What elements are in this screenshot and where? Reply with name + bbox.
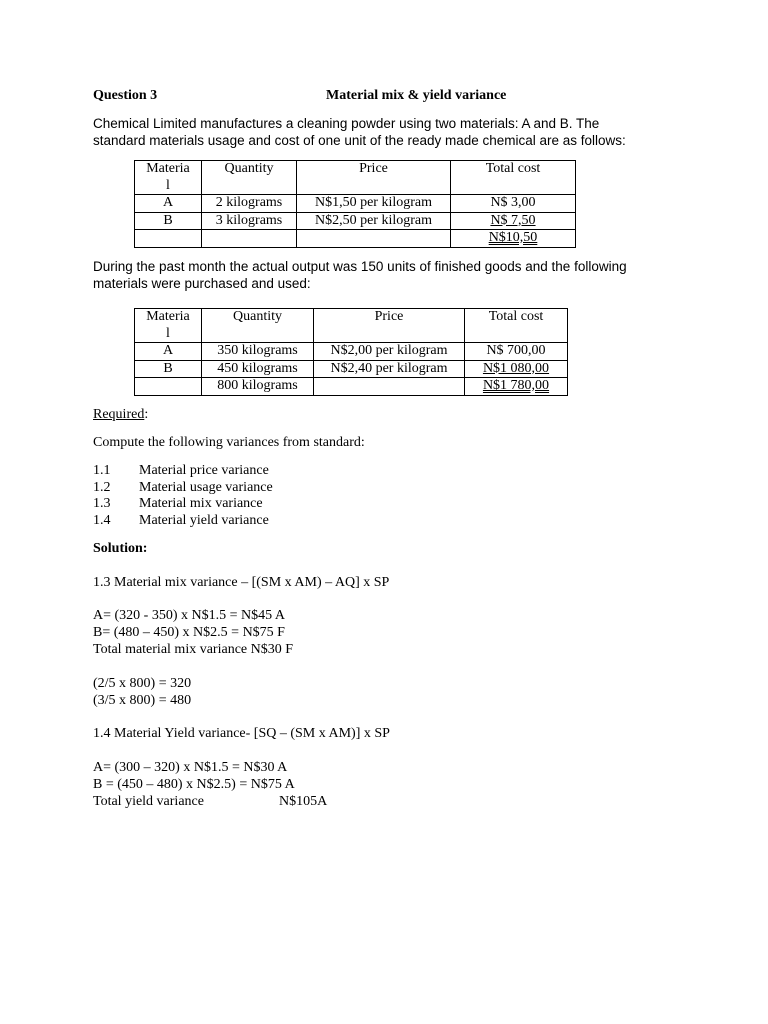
table-row xyxy=(135,360,568,378)
header-quantity: Quantity xyxy=(202,309,314,343)
list-text: Material usage variance xyxy=(139,480,273,495)
table-header-row xyxy=(135,309,568,343)
mix-variance-total: Total material mix variance N$30 F xyxy=(93,642,294,657)
list-number: 1.4 xyxy=(93,513,111,528)
para2-line-1: During the past month the actual output was 150 units of finished goods and the following xyxy=(93,259,627,274)
header-material: Materia l xyxy=(135,161,202,195)
header-price: Price xyxy=(297,161,451,195)
list-text: Material mix variance xyxy=(139,496,263,511)
standard-materials-table xyxy=(134,160,576,248)
list-item xyxy=(93,513,269,530)
para2-line-2: materials were purchased and used: xyxy=(93,276,311,291)
table-header-row xyxy=(135,161,576,195)
grand-total-value: N$1 780,00 xyxy=(482,378,550,393)
question-number: Question 3 xyxy=(93,88,158,103)
list-text: Material price variance xyxy=(139,463,269,478)
intro-line-2: standard materials usage and cost of one unit of the ready made chemical are as follows: xyxy=(93,133,626,148)
header-material: Materia l xyxy=(135,309,202,343)
cell-price: N$1,50 per kilogram xyxy=(297,195,451,213)
mix-variance-a: A= (320 - 350) x N$1.5 = N$45 A xyxy=(93,608,285,623)
cell-price: N$2,00 per kilogram xyxy=(314,343,465,361)
required-colon: : xyxy=(144,407,149,422)
cell-price xyxy=(297,230,451,248)
cell-total: N$ 700,00 xyxy=(465,343,568,361)
yield-variance-total-label: Total yield variance xyxy=(93,794,204,809)
cell-material: B xyxy=(135,212,202,230)
yield-variance-b: B = (450 – 480) x N$2.5) = N$75 A xyxy=(93,777,295,792)
grand-total-value: N$10,50 xyxy=(488,230,538,245)
calc-line-1: (2/5 x 800) = 320 xyxy=(93,676,192,691)
cell-total xyxy=(465,378,568,396)
cell-material xyxy=(135,378,202,396)
cell-material: B xyxy=(135,360,202,378)
header-quantity: Quantity xyxy=(202,161,297,195)
cell-quantity: 800 kilograms xyxy=(202,378,314,396)
cell-material xyxy=(135,230,202,248)
solution-heading: Solution: xyxy=(93,541,148,556)
header-price: Price xyxy=(314,309,465,343)
required-label: Required xyxy=(93,407,145,422)
table-row xyxy=(135,378,568,396)
total-value: N$ 7,50 xyxy=(490,212,536,228)
table-row xyxy=(135,195,576,213)
compute-instruction: Compute the following variances from standard: xyxy=(93,435,365,450)
list-item xyxy=(93,496,263,513)
cell-quantity: 3 kilograms xyxy=(202,212,297,230)
header-total-cost: Total cost xyxy=(451,161,576,195)
cell-price: N$2,40 per kilogram xyxy=(314,360,465,378)
cell-quantity xyxy=(202,230,297,248)
list-number: 1.1 xyxy=(93,463,111,478)
list-number: 1.3 xyxy=(93,496,111,511)
cell-total xyxy=(451,230,576,248)
required-heading xyxy=(93,407,148,424)
list-item xyxy=(93,480,273,497)
intro-line-1: Chemical Limited manufactures a cleaning powder using two materials: A and B. The xyxy=(93,116,600,131)
list-item xyxy=(93,463,269,480)
yield-variance-total-value: N$105A xyxy=(279,794,328,809)
list-text: Material yield variance xyxy=(139,513,269,528)
mix-variance-heading: 1.3 Material mix variance – [(SM x AM) – AQ] x SP xyxy=(93,575,390,590)
cell-material: A xyxy=(135,195,202,213)
cell-quantity: 2 kilograms xyxy=(202,195,297,213)
yield-variance-a: A= (300 – 320) x N$1.5 = N$30 A xyxy=(93,760,288,775)
cell-quantity: 350 kilograms xyxy=(202,343,314,361)
cell-total xyxy=(451,212,576,230)
cell-total xyxy=(465,360,568,378)
list-number: 1.2 xyxy=(93,480,111,495)
header-total-cost: Total cost xyxy=(465,309,568,343)
cell-material: A xyxy=(135,343,202,361)
cell-quantity: 450 kilograms xyxy=(202,360,314,378)
actual-materials-table xyxy=(134,308,568,396)
total-value: N$1 080,00 xyxy=(482,360,550,376)
table-row xyxy=(135,230,576,248)
page-title: Material mix & yield variance xyxy=(326,88,507,103)
cell-price xyxy=(314,378,465,396)
cell-price: N$2,50 per kilogram xyxy=(297,212,451,230)
yield-variance-heading: 1.4 Material Yield variance- [SQ – (SM x AM)] x SP xyxy=(93,726,390,741)
calc-line-2: (3/5 x 800) = 480 xyxy=(93,693,192,708)
table-row xyxy=(135,212,576,230)
mix-variance-b: B= (480 – 450) x N$2.5 = N$75 F xyxy=(93,625,285,640)
table-row xyxy=(135,343,568,361)
cell-total: N$ 3,00 xyxy=(451,195,576,213)
